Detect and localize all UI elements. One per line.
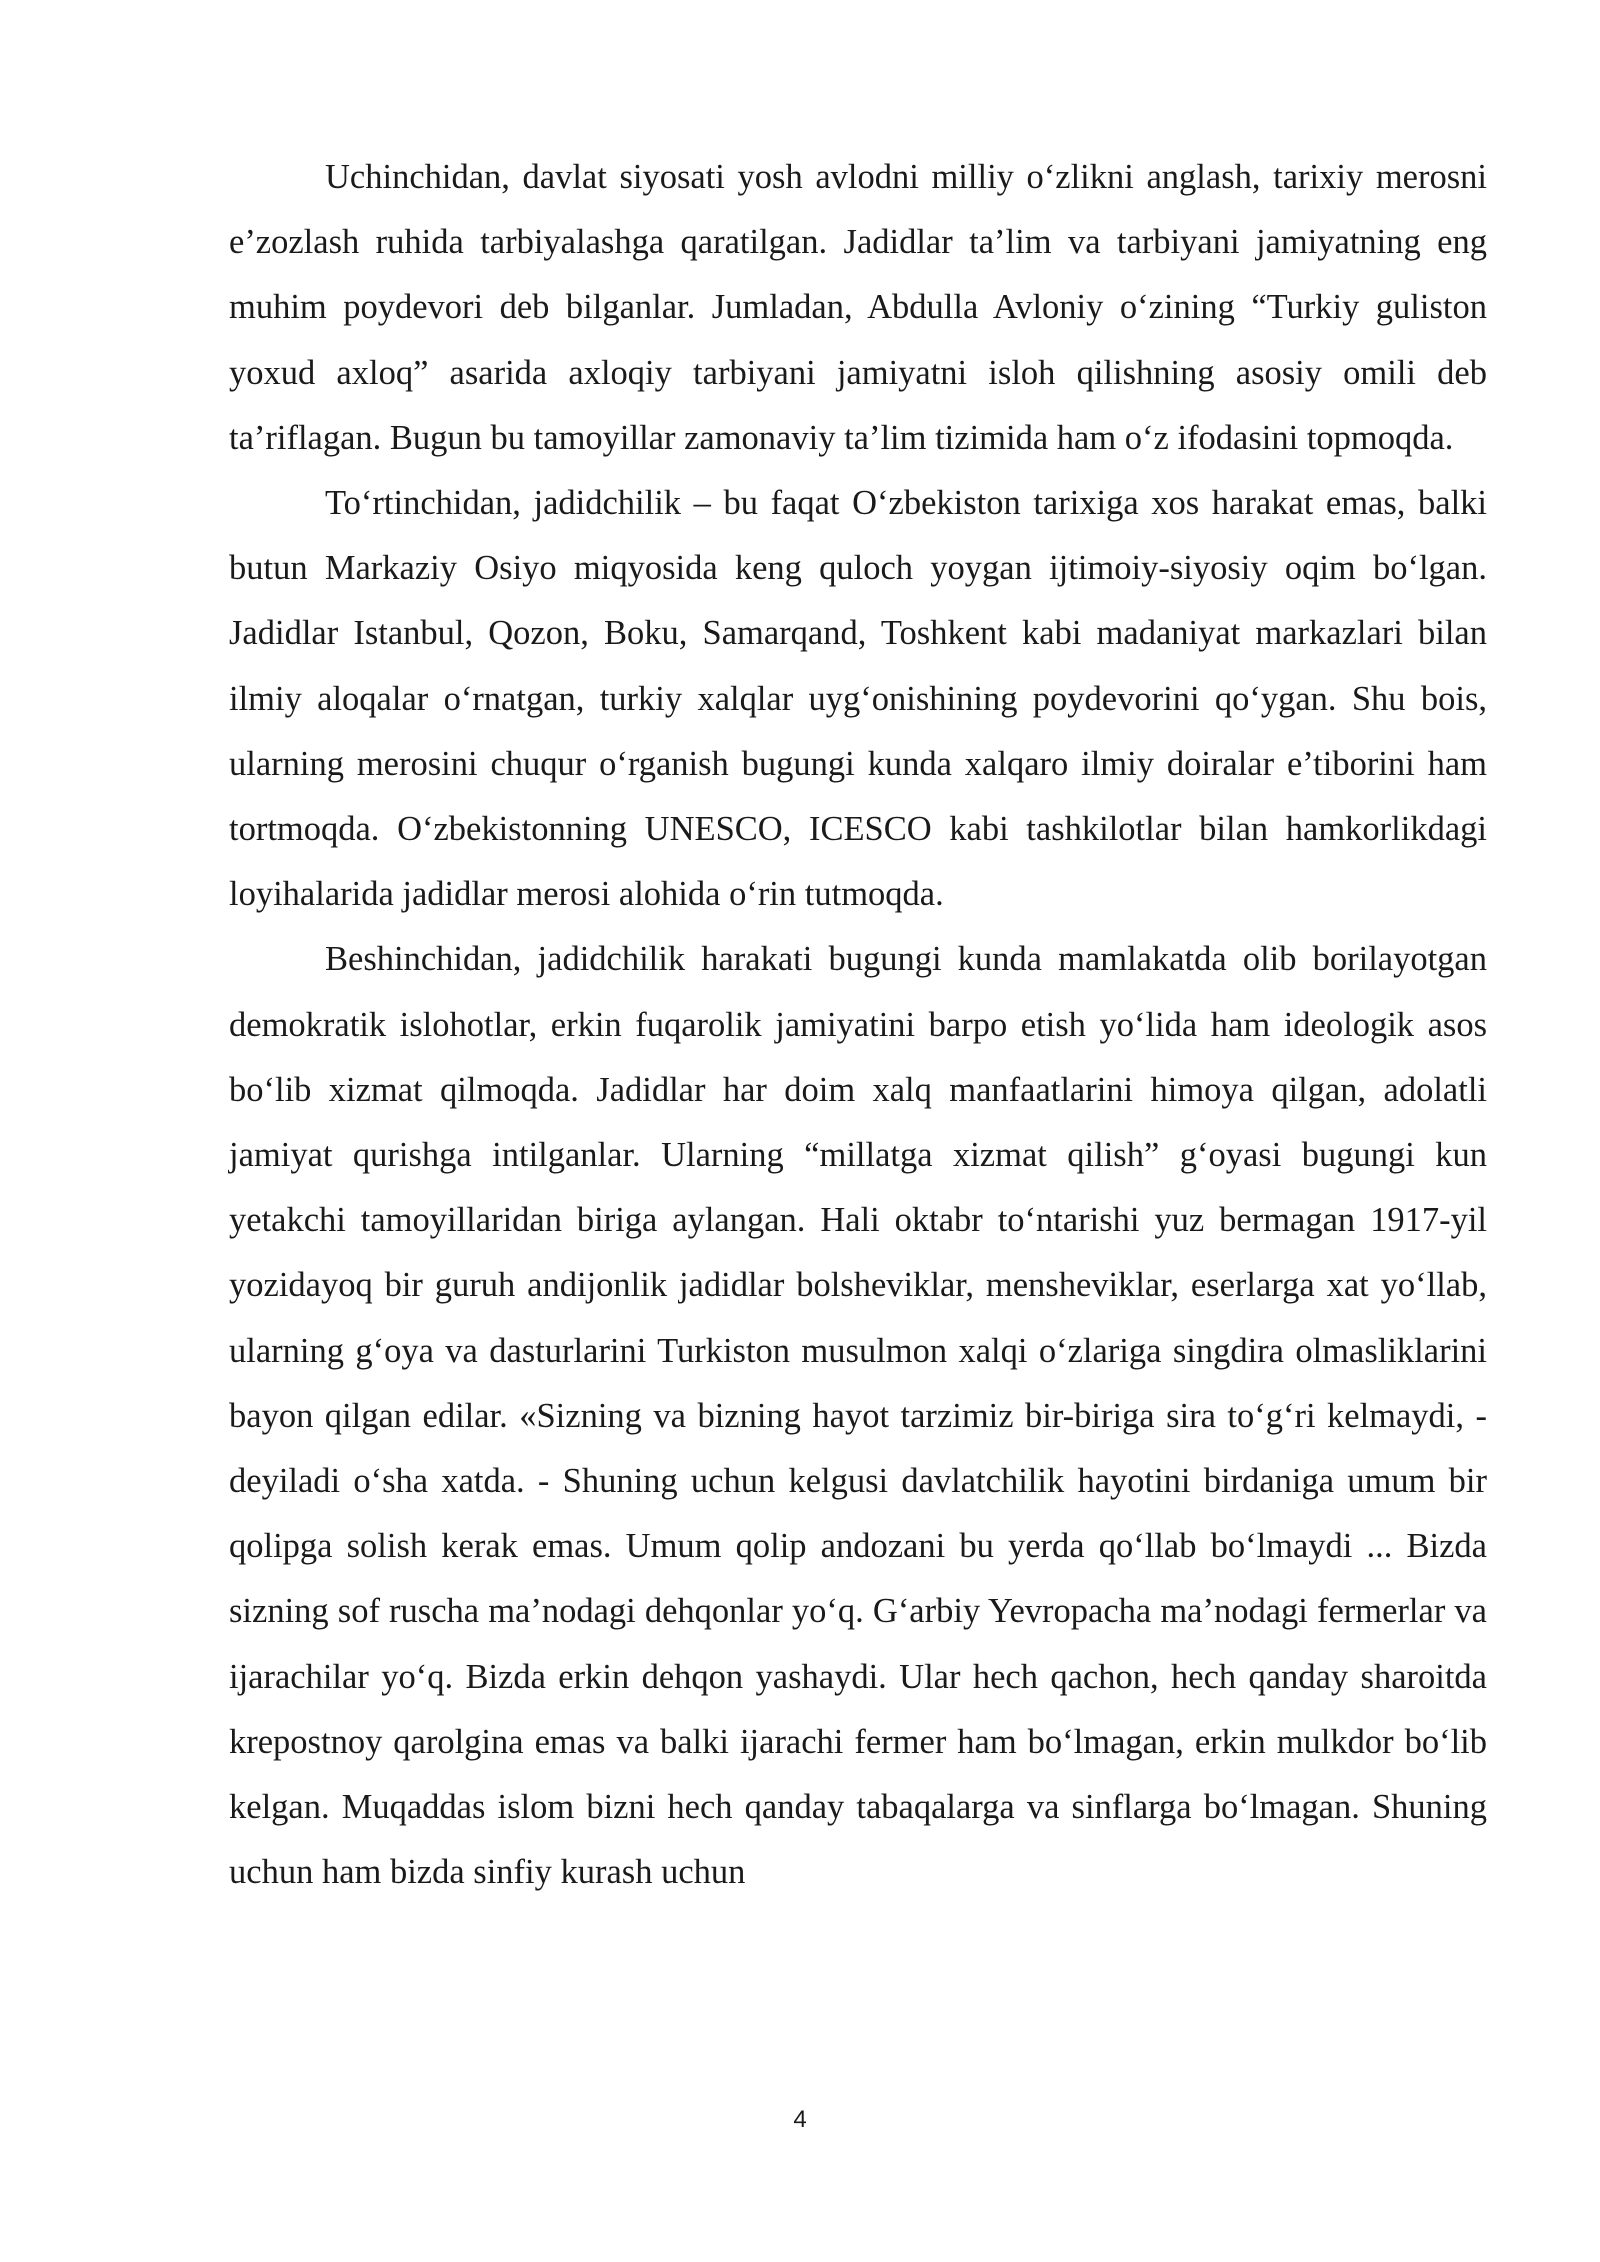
paragraph-fourth-point: To‘rtinchidan, jadidchilik – bu faqat O‘zbekiston tarixiga xos harakat emas, balki butun Markaziy Osiyo miqyosida keng quloch yoygan ijtimoiy-siyosiy oqim bo‘lgan. Jadidlar Istanbul, Qozon, Boku, Samarqand, Toshkent kabi madaniyat markazlari bilan ilmiy aloqalar o‘rnatgan, turkiy xalqlar uyg‘onishining poydevorini qo‘ygan. Shu bois, ularning merosini chuqur o‘rganish bugungi kunda xalqaro ilmiy doiralar e’tiborini ham tortmoqda. O‘zbekistonning UNESCO, ICESCO kabi tashkilotlar bilan hamkorlikdagi loyihalarida jadidlar merosi alohida o‘rin tutmoqda.	[229, 484, 1487, 914]
page-number: 4	[793, 2106, 807, 2133]
body-text	[229, 145, 1487, 1905]
paragraph-fifth-point: Beshinchidan, jadidchilik harakati bugungi kunda mamlakatda olib borilayotgan demokratik islohotlar, erkin fuqarolik jamiyatini barpo etish yo‘lida ham ideologik asos bo‘lib xizmat qilmoqda. Jadidlar har doim xalq manfaatlarini himoya qilgan, adolatli jamiyat qurishga intilganlar. Ularning “millatga xizmat qilish” g‘oyasi bugungi kun yetakchi tamoyillaridan biriga aylangan. Hali oktabr to‘ntarishi yuz bermagan 1917-yil yozidayoq bir guruh andijonlik jadidlar bolsheviklar, mensheviklar, eserlarga xat yo‘llab, ularning g‘oya va dasturlarini Turkiston musulmon xalqi o‘zlariga singdira olmasliklarini bayon qilgan edilar. «Sizning va bizning hayot tarzimiz bir-biriga sira to‘g‘ri kelmaydi, - deyiladi o‘sha xatda. - Shuning uchun kelgusi davlatchilik hayotini birdaniga umum bir qolipga solish kerak emas. Umum qolip andozani bu yerda qo‘llab bo‘lmaydi ... Bizda sizning sof ruscha ma’nodagi dehqonlar yo‘q. G‘arbiy Yevropacha ma’nodagi fermerlar va ijarachilar yo‘q. Bizda erkin dehqon yashaydi. Ular hech qachon, hech qanday sharoitda krepostnoy qarolgina emas va balki ijarachi fermer ham bo‘lmagan, erkin mulkdor bo‘lib kelgan. Muqaddas islom bizni hech qanday tabaqalarga va sinflarga bo‘lmagan. Shuning uchun ham bizda sinfiy kurash uchun	[229, 940, 1487, 1892]
paragraph-third-point: Uchinchidan, davlat siyosati yosh avlodni milliy o‘zlikni anglash, tarixiy merosni e’zozlash ruhida tarbiyalashga qaratilgan. Jadidlar ta’lim va tarbiyani jamiyatning eng muhim poydevori deb bilganlar. Jumladan, Abdulla Avloniy o‘zining “Turkiy guliston yoxud axloq” asarida axloqiy tarbiyani jamiyatni isloh qilishning asosiy omili deb ta’riflagan. Bugun bu tamoyillar zamonaviy ta’lim tizimida ham o‘z ifodasini topmoqda.	[229, 158, 1487, 457]
